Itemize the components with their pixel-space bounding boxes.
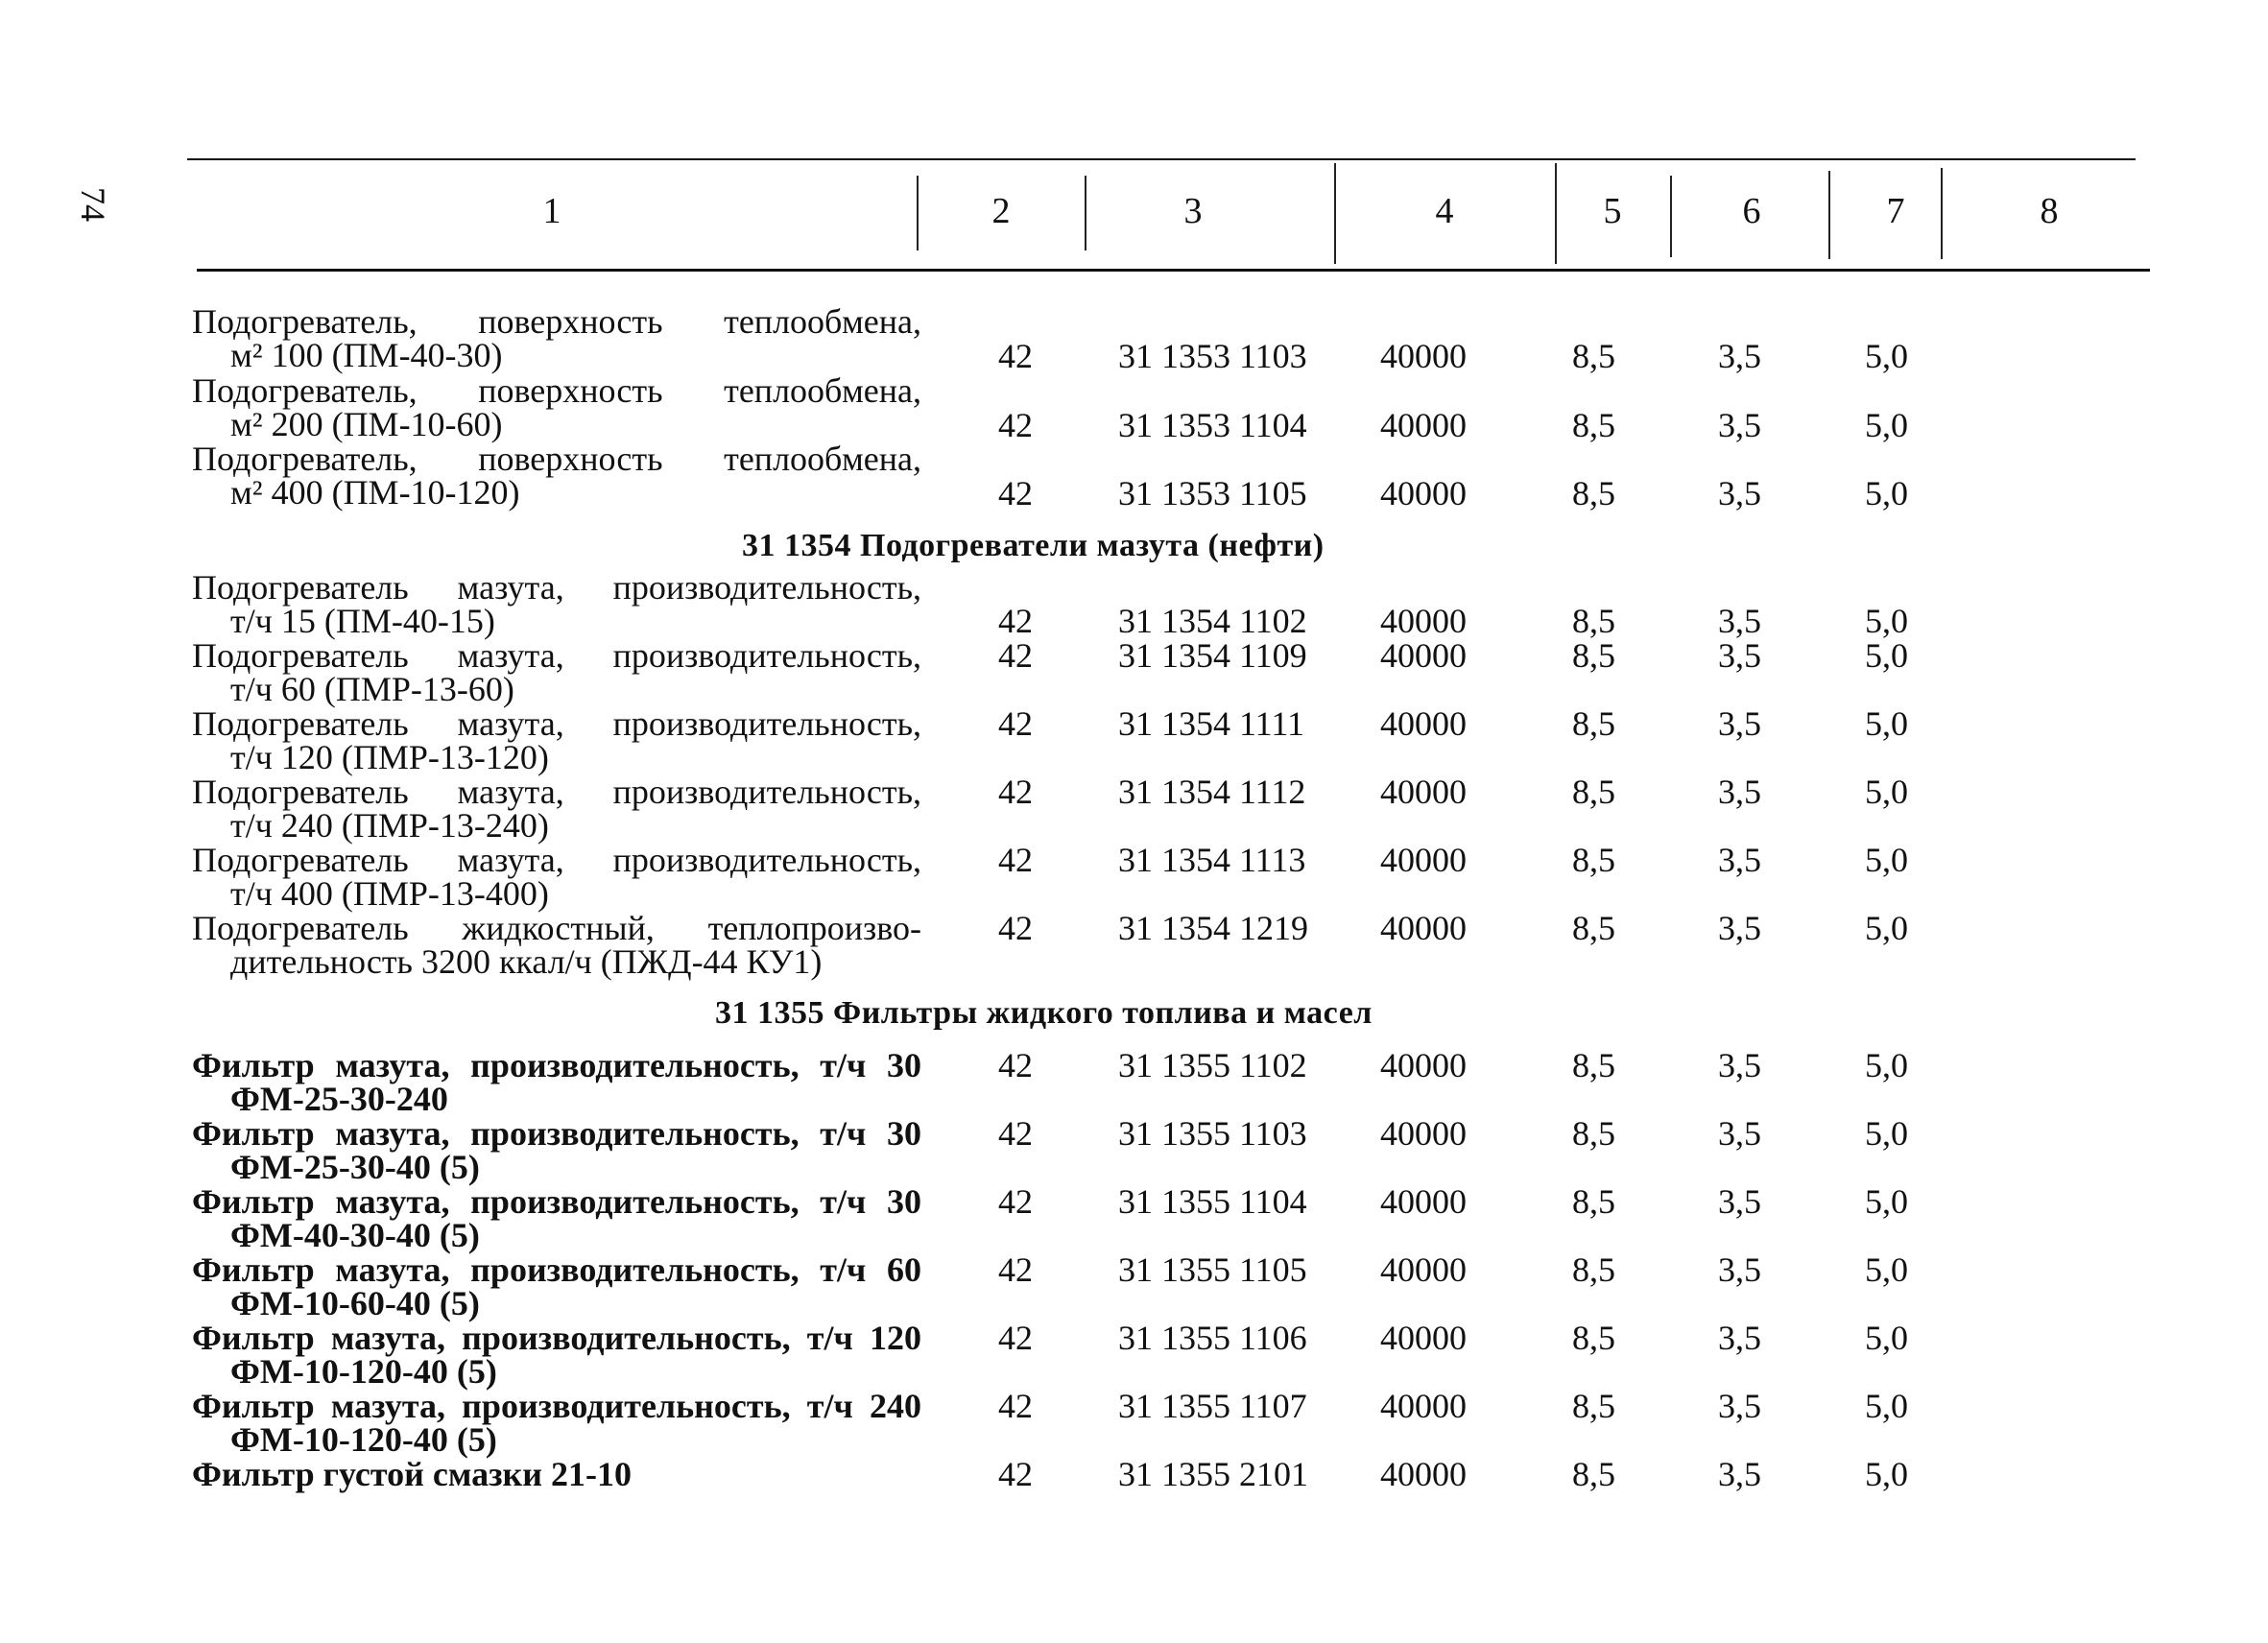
- cell-col6: 3,5: [1718, 773, 1761, 811]
- header-separator: [1555, 163, 1557, 264]
- cell-col6: 3,5: [1718, 841, 1761, 879]
- cell-code: 31 1354 1102: [1118, 602, 1307, 640]
- cell-code: 31 1353 1104: [1118, 406, 1307, 444]
- column-header-7: 7: [1886, 191, 1905, 231]
- cell-col7: 5,0: [1865, 602, 1908, 640]
- cell-col2: 42: [998, 337, 1033, 375]
- item-name: Фильтр мазута, производительность, т/ч 30 ФМ-40-30-40 (5): [192, 1182, 921, 1254]
- item-name: Подогреватель, поверхность теплообмена, м² 200 (ПМ-10-60): [192, 371, 921, 443]
- item-name: Подогреватель мазута, производительность, т/ч 60 (ПМР-13-60): [192, 636, 921, 708]
- cell-col2: 42: [998, 602, 1033, 640]
- column-header-2: 2: [991, 191, 1011, 231]
- column-header-3: 3: [1183, 191, 1203, 231]
- cell-col7: 5,0: [1865, 1387, 1908, 1425]
- cell-col7: 5,0: [1865, 337, 1908, 375]
- cell-col5: 8,5: [1572, 1319, 1615, 1357]
- cell-col6: 3,5: [1718, 337, 1761, 375]
- cell-col4: 40000: [1380, 337, 1467, 375]
- cell-col2: 42: [998, 1114, 1033, 1153]
- cell-code: 31 1353 1105: [1118, 474, 1307, 512]
- cell-col4: 40000: [1380, 602, 1467, 640]
- cell-col5: 8,5: [1572, 602, 1615, 640]
- cell-col6: 3,5: [1718, 704, 1761, 743]
- cell-col7: 5,0: [1865, 406, 1908, 444]
- cell-col4: 40000: [1380, 1250, 1467, 1289]
- item-name: Фильтр мазута, производительность, т/ч 60 ФМ-10-60-40 (5): [192, 1250, 921, 1322]
- item-name: Подогреватель мазута, производительность, т/ч 240 (ПМР-13-240): [192, 773, 921, 845]
- cell-code: 31 1355 1105: [1118, 1250, 1307, 1289]
- cell-col7: 5,0: [1865, 1250, 1908, 1289]
- column-header-6: 6: [1742, 191, 1761, 231]
- cell-code: 31 1355 1106: [1118, 1319, 1307, 1357]
- cell-code: 31 1353 1103: [1118, 337, 1307, 375]
- cell-col6: 3,5: [1718, 1250, 1761, 1289]
- cell-col7: 5,0: [1865, 474, 1908, 512]
- cell-col7: 5,0: [1865, 1114, 1908, 1153]
- cell-col4: 40000: [1380, 841, 1467, 879]
- cell-col2: 42: [998, 773, 1033, 811]
- cell-col5: 8,5: [1572, 1182, 1615, 1221]
- item-name: Фильтр мазута, производительность, т/ч 30 ФМ-25-30-240: [192, 1046, 921, 1118]
- cell-code: 31 1354 1112: [1118, 773, 1306, 811]
- cell-col4: 40000: [1380, 406, 1467, 444]
- cell-col4: 40000: [1380, 704, 1467, 743]
- cell-col6: 3,5: [1718, 636, 1761, 675]
- cell-col5: 8,5: [1572, 704, 1615, 743]
- section-heading: 31 1354 Подогреватели мазута (нефти): [742, 528, 1325, 563]
- item-name: Фильтр густой смазки 21-10: [192, 1455, 633, 1493]
- cell-col6: 3,5: [1718, 909, 1761, 947]
- header-separator: [1828, 171, 1830, 259]
- cell-col7: 5,0: [1865, 909, 1908, 947]
- column-header-4: 4: [1435, 191, 1454, 231]
- cell-col2: 42: [998, 1387, 1033, 1425]
- cell-col6: 3,5: [1718, 1455, 1761, 1493]
- cell-col4: 40000: [1380, 1114, 1467, 1153]
- cell-col4: 40000: [1380, 1046, 1467, 1084]
- cell-col7: 5,0: [1865, 773, 1908, 811]
- cell-col2: 42: [998, 841, 1033, 879]
- cell-col7: 5,0: [1865, 1319, 1908, 1357]
- cell-col2: 42: [998, 909, 1033, 947]
- cell-code: 31 1355 1103: [1118, 1114, 1307, 1153]
- header-separator: [1670, 176, 1672, 257]
- cell-code: 31 1354 1113: [1118, 841, 1306, 879]
- cell-col5: 8,5: [1572, 337, 1615, 375]
- cell-col4: 40000: [1380, 1182, 1467, 1221]
- cell-code: 31 1355 2101: [1118, 1455, 1308, 1493]
- column-header-1: 1: [542, 191, 561, 231]
- table-top-rule: [187, 158, 2136, 160]
- item-name: Подогреватель жидкостный, теплопроизво- дительность 3200 ккал/ч (ПЖД-44 КУ1): [192, 909, 921, 981]
- cell-col6: 3,5: [1718, 1387, 1761, 1425]
- cell-col2: 42: [998, 1319, 1033, 1357]
- cell-col5: 8,5: [1572, 909, 1615, 947]
- cell-col4: 40000: [1380, 474, 1467, 512]
- item-name: Подогреватель, поверхность теплообмена, м² 400 (ПМ-10-120): [192, 440, 921, 512]
- cell-col7: 5,0: [1865, 1182, 1908, 1221]
- header-separator: [1085, 176, 1086, 250]
- cell-col6: 3,5: [1718, 602, 1761, 640]
- cell-col2: 42: [998, 1182, 1033, 1221]
- cell-col6: 3,5: [1718, 1114, 1761, 1153]
- cell-col5: 8,5: [1572, 1387, 1615, 1425]
- cell-col2: 42: [998, 1455, 1033, 1493]
- cell-col5: 8,5: [1572, 1114, 1615, 1153]
- cell-col6: 3,5: [1718, 1319, 1761, 1357]
- cell-col5: 8,5: [1572, 406, 1615, 444]
- cell-col7: 5,0: [1865, 1046, 1908, 1084]
- cell-col2: 42: [998, 406, 1033, 444]
- cell-col2: 42: [998, 1250, 1033, 1289]
- cell-col7: 5,0: [1865, 1455, 1908, 1493]
- cell-col4: 40000: [1380, 1319, 1467, 1357]
- cell-col6: 3,5: [1718, 474, 1761, 512]
- cell-col5: 8,5: [1572, 636, 1615, 675]
- cell-col4: 40000: [1380, 773, 1467, 811]
- cell-col6: 3,5: [1718, 1046, 1761, 1084]
- cell-code: 31 1354 1219: [1118, 909, 1308, 947]
- header-separator: [917, 176, 919, 250]
- table-header-bottom-rule: [197, 269, 2150, 272]
- item-name: Подогреватель мазута, производительность, т/ч 120 (ПМР-13-120): [192, 704, 921, 776]
- column-header-8: 8: [2040, 191, 2059, 231]
- header-separator: [1334, 163, 1336, 264]
- cell-code: 31 1355 1102: [1118, 1046, 1307, 1084]
- item-name: Фильтр мазута, производительность, т/ч 240 ФМ-10-120-40 (5): [192, 1387, 921, 1459]
- section-heading: 31 1355 Фильтры жидкого топлива и масел: [715, 995, 1373, 1031]
- cell-col5: 8,5: [1572, 1250, 1615, 1289]
- cell-col6: 3,5: [1718, 1182, 1761, 1221]
- cell-col5: 8,5: [1572, 773, 1615, 811]
- cell-col4: 40000: [1380, 1455, 1467, 1493]
- cell-col5: 8,5: [1572, 841, 1615, 879]
- cell-col4: 40000: [1380, 1387, 1467, 1425]
- cell-col5: 8,5: [1572, 1046, 1615, 1084]
- item-name: Фильтр мазута, производительность, т/ч 120 ФМ-10-120-40 (5): [192, 1319, 921, 1391]
- header-separator: [1941, 168, 1943, 259]
- cell-code: 31 1354 1111: [1118, 704, 1304, 743]
- item-name: Подогреватель мазута, производительность, т/ч 15 (ПМ-40-15): [192, 568, 921, 640]
- item-name: Подогреватель мазута, производительность, т/ч 400 (ПМР-13-400): [192, 841, 921, 913]
- column-header-5: 5: [1603, 191, 1622, 231]
- item-name: Фильтр мазута, производительность, т/ч 30 ФМ-25-30-40 (5): [192, 1114, 921, 1186]
- cell-col5: 8,5: [1572, 474, 1615, 512]
- cell-col2: 42: [998, 636, 1033, 675]
- cell-col2: 42: [998, 474, 1033, 512]
- cell-col6: 3,5: [1718, 406, 1761, 444]
- cell-code: 31 1354 1109: [1118, 636, 1307, 675]
- item-name: Подогреватель, поверхность теплообмена, м² 100 (ПМ-40-30): [192, 302, 921, 374]
- cell-col4: 40000: [1380, 636, 1467, 675]
- cell-col2: 42: [998, 704, 1033, 743]
- cell-code: 31 1355 1104: [1118, 1182, 1307, 1221]
- cell-col4: 40000: [1380, 909, 1467, 947]
- cell-col7: 5,0: [1865, 704, 1908, 743]
- page-number: 74: [74, 187, 112, 222]
- cell-col7: 5,0: [1865, 636, 1908, 675]
- cell-col5: 8,5: [1572, 1455, 1615, 1493]
- cell-col2: 42: [998, 1046, 1033, 1084]
- cell-code: 31 1355 1107: [1118, 1387, 1307, 1425]
- cell-col7: 5,0: [1865, 841, 1908, 879]
